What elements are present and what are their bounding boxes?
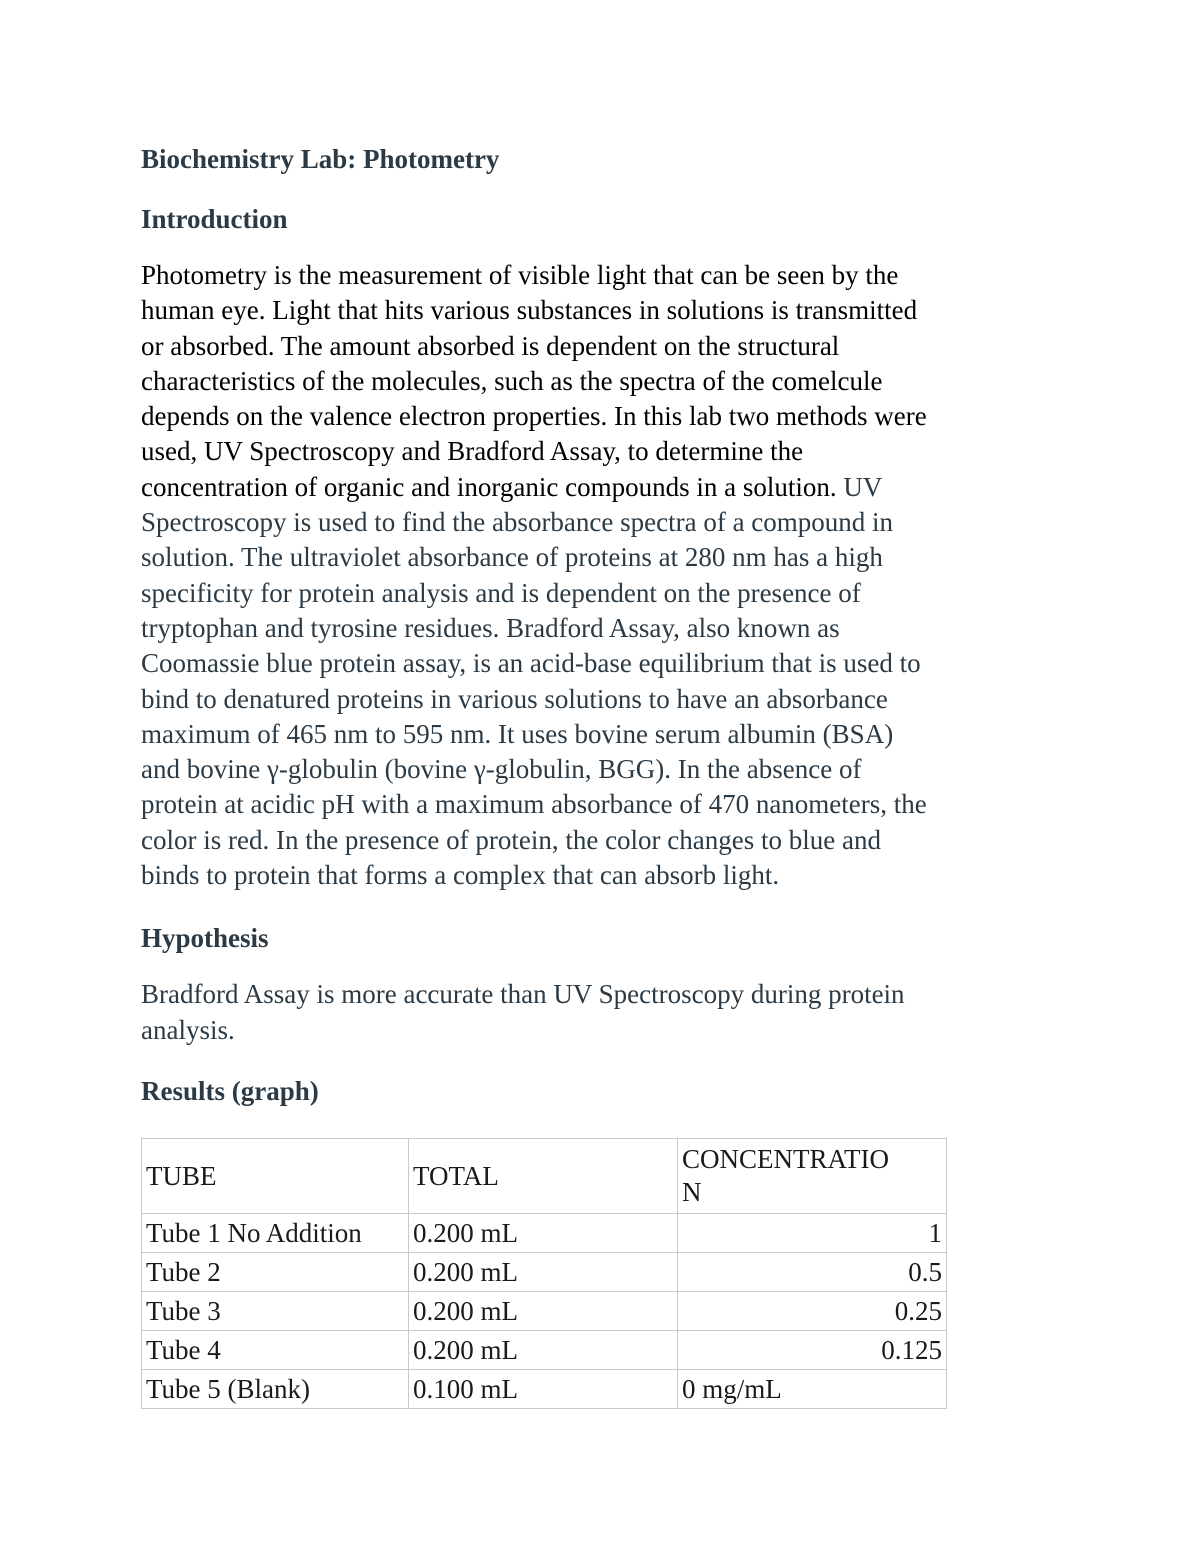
table-row [142, 1253, 947, 1292]
concentration-cell: 0.125 [678, 1331, 947, 1370]
tube-cell: Tube 5 (Blank) [142, 1370, 409, 1409]
intro-line: maximum of 465 nm to 595 nm. It uses bovine serum albumin (BSA) [141, 718, 894, 749]
intro-line: Photometry is the measurement of visible light that can be seen by the [141, 260, 899, 290]
table-row [142, 1214, 947, 1253]
introduction-heading: Introduction [141, 204, 288, 234]
introduction-heading-block [141, 200, 1071, 258]
intro-line: human eye. Light that hits various substances in solutions is transmitted [141, 295, 918, 326]
intro-line-part: concentration of organic and inorganic compounds in a solution. [141, 471, 837, 502]
intro-line: specificity for protein analysis and is dependent on the presence of [141, 577, 861, 608]
hypothesis-paragraph [141, 977, 1071, 1048]
tube-cell: Tube 1 No Addition [142, 1214, 409, 1253]
total-cell: 0.200 mL [409, 1331, 678, 1370]
total-cell: 0.200 mL [409, 1214, 678, 1253]
table-row [142, 1331, 947, 1370]
intro-line: bind to denatured proteins in various solutions to have an absorbance [141, 683, 888, 714]
intro-line: used, UV Spectroscopy and Bradford Assay, to determine the [141, 436, 804, 467]
title-block [141, 140, 1071, 200]
introduction-paragraph [141, 258, 1071, 893]
concentration-cell: 0.5 [678, 1253, 947, 1292]
intro-line: depends on the valence electron properties. In this lab two methods were [141, 401, 927, 432]
hypothesis-heading: Hypothesis [141, 923, 269, 954]
tube-cell: Tube 3 [142, 1292, 409, 1331]
intro-line-part: UV [836, 471, 883, 502]
intro-line: Spectroscopy is used to find the absorbance spectra of a compound in [141, 507, 894, 538]
intro-line: solution. The ultraviolet absorbance of proteins at 280 nm has a high [141, 542, 883, 573]
results-table [141, 1138, 947, 1409]
column-header-concentration [678, 1139, 947, 1214]
intro-line: or absorbed. The amount absorbed is dependent on the structural [141, 330, 840, 361]
hypothesis-line: analysis. [141, 1014, 235, 1045]
table-row [142, 1292, 947, 1331]
concentration-cell: 0 mg/mL [678, 1370, 947, 1409]
results-heading: Results (graph) [141, 1075, 319, 1106]
intro-line: color is red. In the presence of protein, the color changes to blue and [141, 824, 881, 855]
intro-line: binds to protein that forms a complex that can absorb light. [141, 860, 780, 891]
tube-cell: Tube 2 [142, 1253, 409, 1292]
column-header-tube: TUBE [142, 1139, 409, 1214]
intro-line: protein at acidic pH with a maximum absorbance of 470 nanometers, the [141, 789, 927, 820]
concentration-cell: 0.25 [678, 1292, 947, 1331]
hypothesis-line: Bradford Assay is more accurate than UV Spectroscopy during protein [141, 979, 905, 1010]
table-row [142, 1370, 947, 1409]
results-heading-block [141, 1072, 1071, 1114]
table-header-row [142, 1139, 947, 1214]
tube-cell: Tube 4 [142, 1331, 409, 1370]
intro-line: characteristics of the molecules, such as the spectra of the comelcule [141, 365, 883, 396]
concentration-cell: 1 [678, 1214, 947, 1253]
column-header-concentration-part: N [682, 1177, 702, 1207]
column-header-concentration-part: CONCENTRATIO [682, 1144, 889, 1174]
page-title: Biochemistry Lab: Photometry [141, 144, 500, 174]
document-page [141, 140, 1071, 1404]
intro-line: and bovine γ-globulin (bovine γ-globulin, BGG). In the absence of [141, 754, 862, 785]
column-header-total: TOTAL [409, 1139, 678, 1214]
intro-line-mixed [141, 470, 1071, 505]
total-cell: 0.200 mL [409, 1253, 678, 1292]
total-cell: 0.100 mL [409, 1370, 678, 1409]
total-cell: 0.200 mL [409, 1292, 678, 1331]
intro-line: tryptophan and tyrosine residues. Bradford Assay, also known as [141, 612, 840, 643]
intro-line: Coomassie blue protein assay, is an acid-base equilibrium that is used to [141, 648, 921, 679]
hypothesis-heading-block [141, 919, 1071, 977]
